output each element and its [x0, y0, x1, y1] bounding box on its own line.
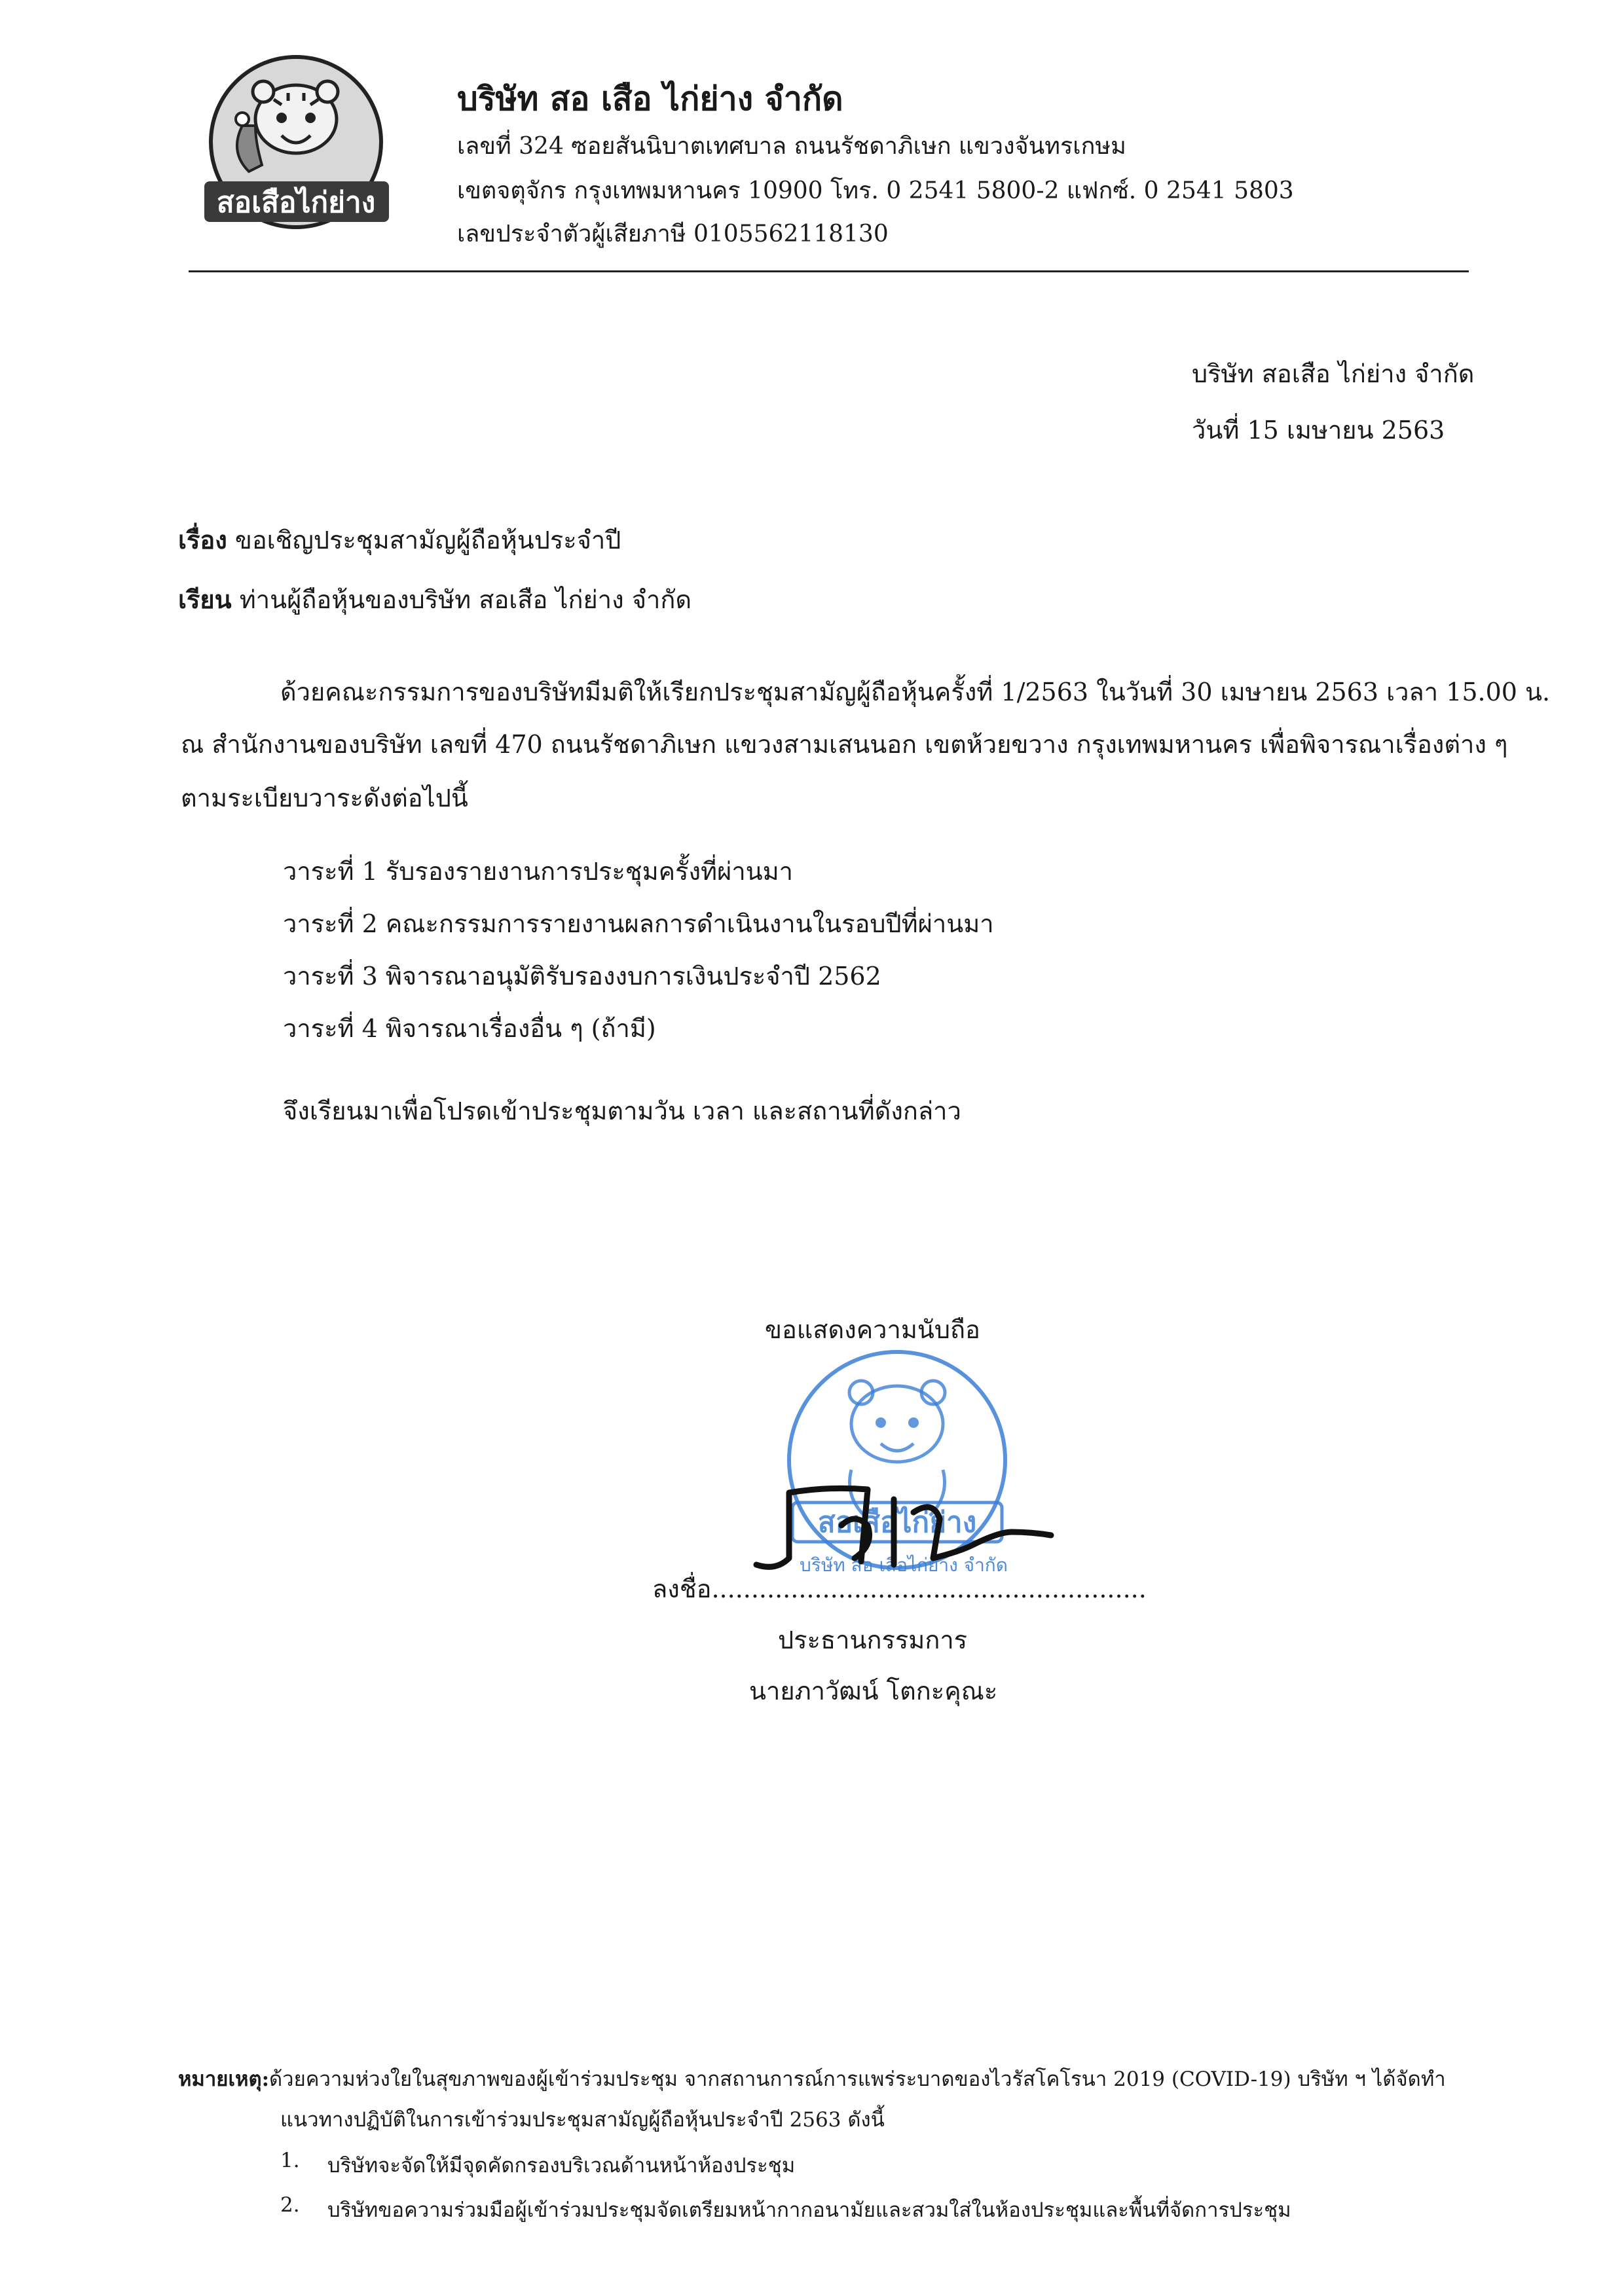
- address-line-1: เลขที่ 324 ซอยสันนิบาตเทศบาล ถนนรัชดาภิเษก แขวงจันทรเกษม: [457, 133, 1126, 160]
- letter-date: วันที่ 15 เมษายน 2563: [1192, 416, 1445, 445]
- note-item-num: 1.: [280, 2149, 300, 2172]
- header-divider: [189, 270, 1469, 272]
- agenda-item: วาระที่ 2 คณะกรรมการรายงานผลการดำเนินงานในรอบปีที่ผ่านมา: [283, 909, 994, 938]
- recipient-text: ท่านผู้ถือหุ้นของบริษัท สอเสือ ไก่ย่าง จำกัด: [239, 585, 692, 614]
- signer-name: นายภาวัฒน์ โตกะคุณะ: [749, 1677, 998, 1705]
- body-paragraph-line-2: ณ สำนักงานของบริษัท เลขที่ 470 ถนนรัชดาภิเษก แขวงสามเสนนอก เขตห้วยขวาง กรุงเทพมหานคร เพื่อพิจารณาเรื่องต่าง ๆ: [181, 730, 1508, 759]
- address-line-2: เขตจตุจักร กรุงเทพมหานคร 10900 โทร. 0 2541 5800-2 แฟกซ์. 0 2541 5803: [457, 177, 1294, 204]
- company-logo: [196, 54, 396, 234]
- note-line-1: [178, 2062, 1446, 2095]
- recipient-label: เรียน: [178, 585, 232, 614]
- subject-label: เรื่อง: [178, 525, 227, 555]
- note-label: หมายเหตุ:: [178, 2068, 270, 2091]
- subject-text: ขอเชิญประชุมสามัญผู้ถือหุ้นประจำปี: [234, 526, 621, 555]
- logo-text: สอเสือไก่ย่าง: [216, 186, 376, 219]
- company-name: บริษัท สอ เสือ ไก่ย่าง จำกัด: [457, 79, 843, 118]
- agenda-item: วาระที่ 1 รับรองรายงานการประชุมครั้งที่ผ่านมา: [283, 857, 794, 886]
- note-item-text: บริษัทขอความร่วมมือผู้เข้าร่วมประชุมจัดเตรียมหน้ากากอนามัยและสวมใส่ในห้องประชุมและพื้นที่จัดการประชุม: [327, 2198, 1291, 2222]
- body-paragraph-line-3: ตามระเบียบวาระดังต่อไปนี้: [181, 784, 468, 812]
- recipient-line: [178, 579, 692, 619]
- subject-line: [178, 520, 621, 560]
- note-item-num: 2.: [280, 2193, 300, 2217]
- sign-line: ลงชื่อ.......................................................: [652, 1575, 1147, 1603]
- note-text-1: ด้วยความห่วงใยในสุขภาพของผู้เข้าร่วมประชุม จากสถานการณ์การแพร่ระบาดของไวรัสโคโรนา 2019 (COVID-19) บริษัท ฯ ได้จัดทำ: [269, 2068, 1446, 2091]
- note-item-text: บริษัทจะจัดให้มีจุดคัดกรองบริเวณด้านหน้าห้องประชุม: [327, 2154, 796, 2178]
- agenda-item: วาระที่ 3 พิจารณาอนุมัติรับรองงบการเงินประจำปี 2562: [283, 962, 881, 991]
- regards-text: ขอแสดงความนับถือ: [765, 1315, 980, 1344]
- stamp-text: บริษัท สอ เสือไก่ย่าง จำกัด: [800, 1554, 1008, 1576]
- sender-company: บริษัท สอเสือ ไก่ย่าง จำกัด: [1192, 359, 1475, 388]
- closing-sentence: จึงเรียนมาเพื่อโปรดเข้าประชุมตามวัน เวลา และสถานที่ดังกล่าว: [283, 1097, 961, 1125]
- tax-id: เลขประจำตัวผู้เสียภาษี 0105562118130: [457, 221, 889, 247]
- note-text-2: แนวทางปฏิบัติในการเข้าร่วมประชุมสามัญผู้ถือหุ้นประจำปี 2563 ดังนี้: [280, 2108, 885, 2132]
- body-paragraph-line-1: ด้วยคณะกรรมการของบริษัทมีมติให้เรียกประชุมสามัญผู้ถือหุ้นครั้งที่ 1/2563 ในวันที่ 30 เมษายน 2563 เวลา 15.00 น.: [280, 678, 1551, 706]
- agenda-item: วาระที่ 4 พิจารณาเรื่องอื่น ๆ (ถ้ามี): [283, 1014, 656, 1043]
- stamp-logo-text: สอเสือไก่ย่าง: [817, 1506, 977, 1539]
- signer-position: ประธานกรรมการ: [778, 1626, 968, 1654]
